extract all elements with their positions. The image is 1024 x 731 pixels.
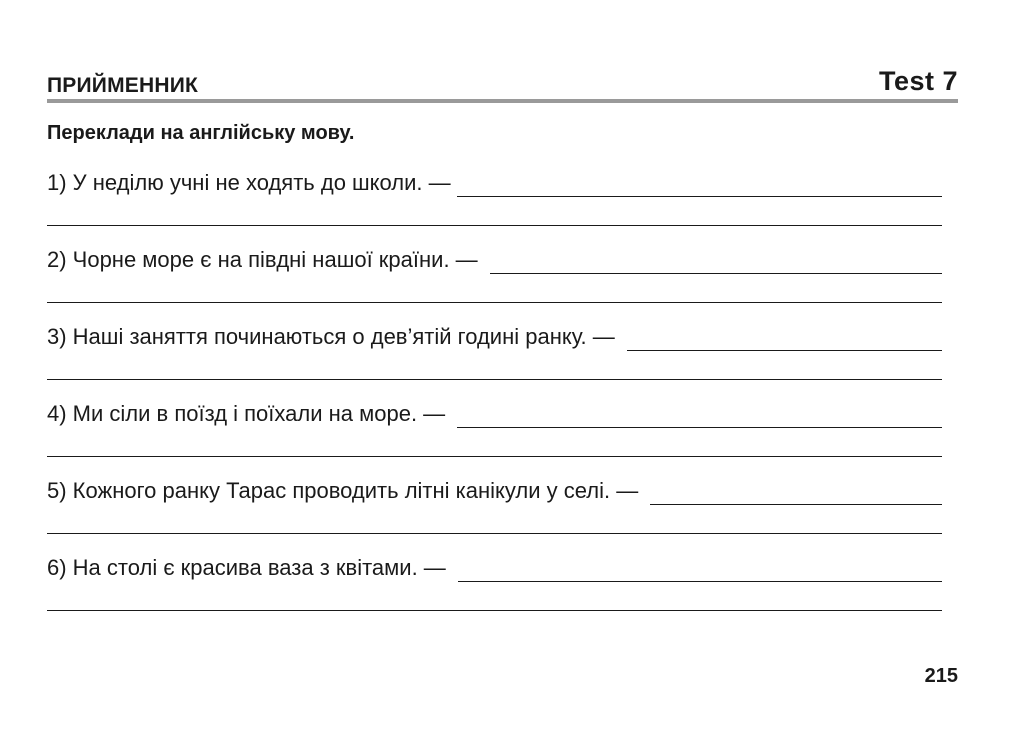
question-text: 5) Кожного ранку Тарас проводить літні канікули у селі. — (47, 478, 639, 503)
test-label: Test 7 (878, 66, 958, 96)
page-header (47, 62, 958, 102)
answer-line[interactable] (47, 379, 942, 380)
header-divider (47, 99, 958, 103)
answer-line[interactable] (47, 456, 942, 457)
question-line (47, 169, 942, 197)
question-line (47, 554, 942, 582)
exercise-item-5 (47, 477, 942, 554)
exercise-list (47, 169, 942, 631)
answer-blank[interactable] (627, 328, 942, 351)
question-text: 3) Наші заняття починаються о дев’ятій годині ранку. — (47, 324, 615, 349)
page-number: 215 (924, 665, 958, 687)
question-line (47, 246, 942, 274)
question-text: 4) Ми сіли в поїзд і поїхали на море. — (47, 401, 446, 426)
answer-line[interactable] (47, 533, 942, 534)
answer-blank[interactable] (490, 251, 942, 274)
question-line (47, 477, 942, 505)
exercise-item-4 (47, 400, 942, 477)
answer-line[interactable] (47, 225, 942, 226)
answer-blank[interactable] (650, 482, 942, 505)
answer-line[interactable] (47, 610, 942, 611)
exercise-item-3 (47, 323, 942, 400)
answer-line[interactable] (47, 302, 942, 303)
question-text: 6) На столі є красива ваза з квітами. — (47, 555, 446, 580)
question-line (47, 400, 942, 428)
answer-blank[interactable] (457, 405, 942, 428)
exercise-item-2 (47, 246, 942, 323)
answer-blank[interactable] (458, 559, 942, 582)
exercise-item-6 (47, 554, 942, 631)
question-line (47, 323, 942, 351)
exercise-item-1 (47, 169, 942, 246)
instruction: Переклади на англійську мову. (47, 122, 355, 144)
answer-blank[interactable] (457, 174, 942, 197)
worksheet-page (47, 62, 958, 702)
section-title: ПРИЙМЕННИК (47, 74, 199, 97)
question-text: 1) У неділю учні не ходять до школи. — (47, 170, 451, 195)
question-text: 2) Чорне море є на півдні нашої країни. — (47, 247, 478, 272)
